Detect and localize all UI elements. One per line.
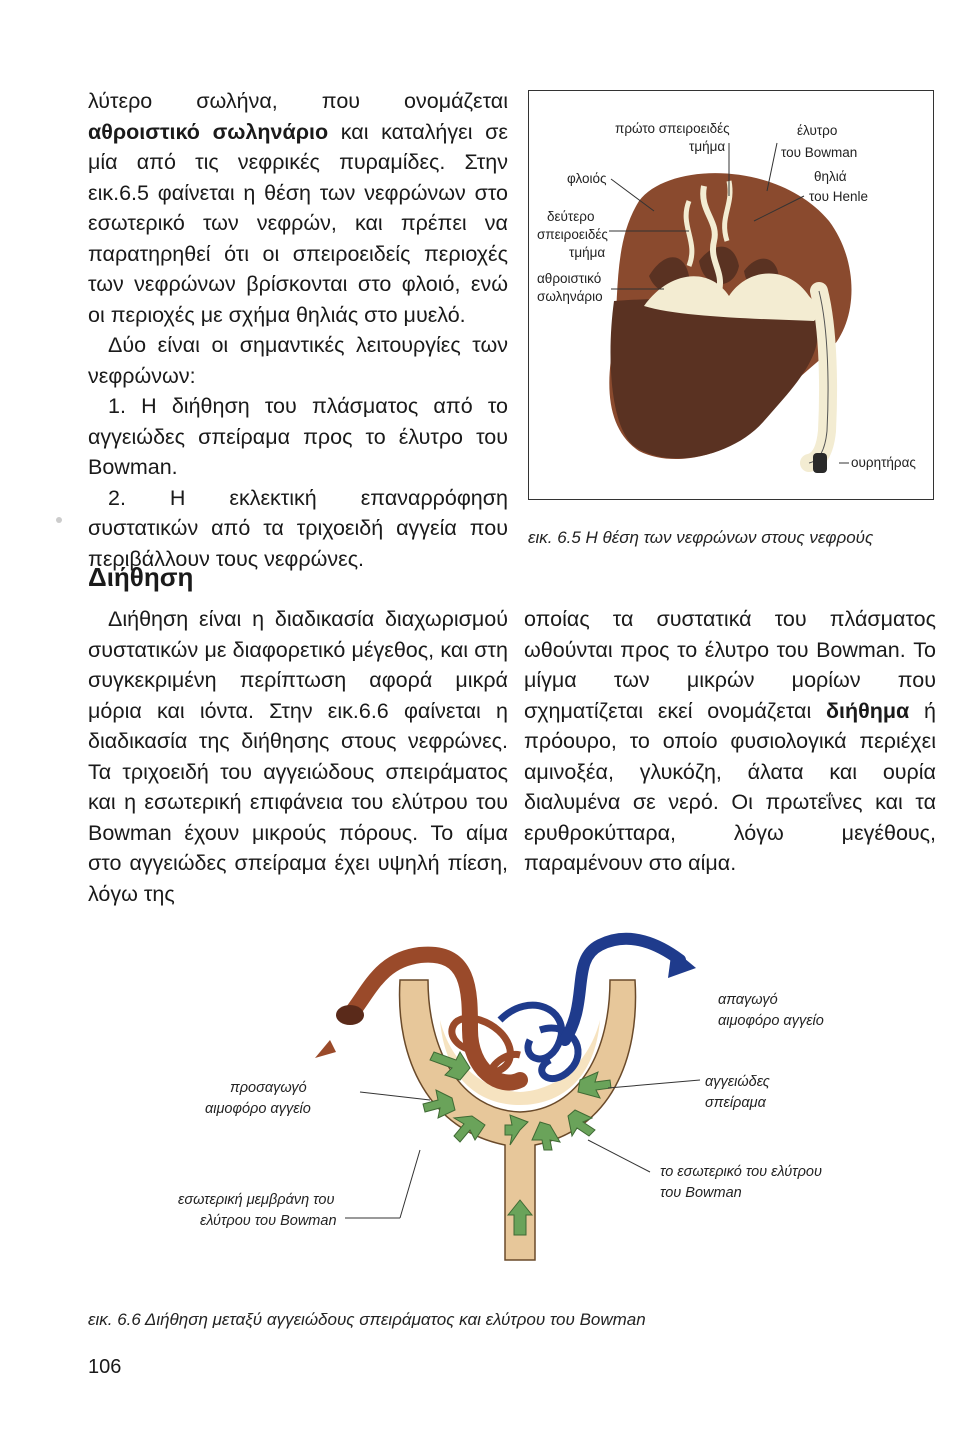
list-item-1: 1. Η διήθηση του πλάσματος από το αγγειώδες σπείραμα προς το έλυτρο του Bowman. [88,394,508,479]
label-efferent: απαγωγό [718,992,778,1008]
label-glomerulus: αγγειώδες [705,1074,770,1090]
caption-fig-6-5: εικ. 6.5 Η θέση των νεφρώνων στους νεφρούς [528,528,874,547]
label-henle-2: του Henle [809,189,869,204]
label-proximal: πρώτο σπειροειδές [615,121,730,136]
label-glomerulus-2: σπείραμα [705,1095,766,1111]
section-heading: Διήθηση [88,562,194,592]
label-henle: θηλιά [814,169,847,184]
label-efferent-2: αιμοφόρο αγγείο [718,1013,824,1029]
paragraph-filtration-cont: οποίας τα συστατικά του πλάσματος ωθούνται προς το έλυτρο του Bowman. Το μίγμα των μικρών μορίων που σχηματίζεται εκεί ονομάζεται διήθημα ή πρόουρο, το οποίο φυσιολογικά περιέχει αμινοξέα, γλυκόζη, άλατα και ουρία διαλυμένα σε νερό. Οι πρωτεΐνες και τα ερυθροκύτταρα, λόγω μεγέθους, παραμένουν στο αίμα. [524,607,936,875]
scan-dot [56,517,62,523]
label-inner-bowman-2: του Bowman [660,1185,742,1201]
left-column [88,86,508,574]
label-afferent-2: αιμοφόρο αγγείο [205,1101,311,1117]
section-left-column [88,604,508,909]
label-collecting: αθροιστικό [537,271,602,286]
section-right-column [524,604,936,879]
page-number: 106 [88,1356,122,1378]
label-distal-3: τμήμα [569,245,606,260]
label-afferent: προσαγωγό [230,1080,307,1096]
label-inner-bowman: το εσωτερικό του ελύτρου [660,1164,822,1180]
label-ureter: ουρητήρας [851,455,916,470]
label-cortex: φλοιός [567,171,607,186]
paragraph-filtration: Διήθηση είναι η διαδικασία διαχωρισμού συστατικών με διαφορετικό μέγεθος, και στη συγκεκριμένη περίπτωση αφορά μικρά μόρια και ιόντα. Στην εικ.6.6 φαίνεται η διαδικασία της διήθησης στους νεφρώνες. Τα τριχοειδή του αγγειώδους σπειράματος και η εσωτερική επιφάνεια του ελύτρου του Bowman έχουν μικρούς πόρους. Το αίμα στο αγγειώδες σπείραμα έχει υψηλή πίεση, λόγω της [88,607,508,906]
paragraph-intro: λύτερο σωλήνα, που ονομάζεται αθροιστικό σωληνάριο και καταλήγει σε μία από τις νεφρικές πυραμίδες. Στην εικ.6.5 φαίνεται η θέση των νεφρώνων στο εσωτερικό των νεφρών, και πρέπει να παρατηρηθεί ότι οι σπειροειδείς περιοχές των νεφρώνων βρίσκονται στο φλοιό, ενώ οι περιοχές με σχήμα θηλιάς στο μυελό. [88,89,508,327]
term-filtrate: διήθημα [825,698,910,723]
label-distal-2: σπειροειδές [537,227,608,242]
list-item-2: 2. Η εκλεκτική επαναρρόφηση συστατικών από τα τριχοειδή αγγεία που περιβάλλουν τους νεφρώνες. [88,485,508,571]
label-membrane: εσωτερική μεμβράνη του [178,1192,335,1208]
caption-fig-6-6: εικ. 6.6 Διήθηση μεταξύ αγγειώδους σπειράματος και ελύτρου του Bowman [88,1310,646,1329]
label-bowman-2: του Bowman [781,145,858,160]
label-membrane-2: ελύτρου του Bowman [200,1213,337,1229]
figure-kidney [528,90,934,500]
label-collecting-2: σωληνάριο [537,289,603,304]
label-proximal-2: τμήμα [689,139,726,154]
label-distal: δεύτερο [547,209,595,224]
paragraph-functions: Δύο είναι οι σημαντικές λειτουργίες των νεφρώνων: [88,333,508,388]
term-collecting-duct: αθροιστικό σωληνάριο [88,119,329,144]
label-bowman: έλυτρο [797,123,838,138]
